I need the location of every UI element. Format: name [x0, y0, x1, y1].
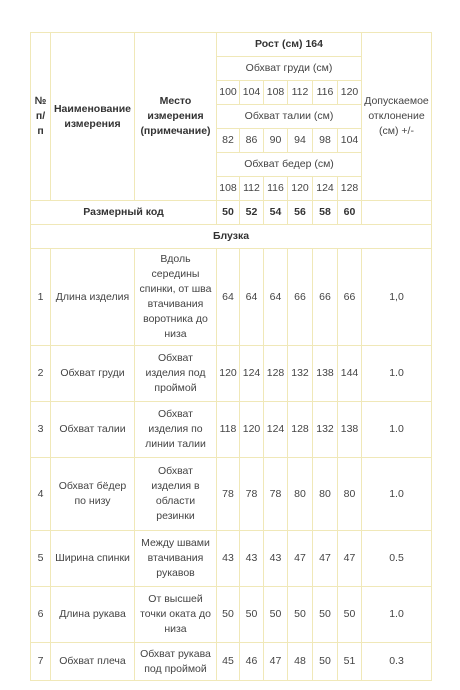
- row-place: Обхват изделия в области резинки: [135, 458, 217, 531]
- row-value: 50: [217, 587, 240, 643]
- row-value: 118: [217, 402, 240, 458]
- table-row: [31, 458, 432, 531]
- table-row: [31, 531, 432, 587]
- row-value: 128: [288, 402, 313, 458]
- row-value: 66: [313, 249, 338, 346]
- header-hips-label: Обхват бедер (см): [217, 153, 362, 177]
- row-value: 50: [313, 587, 338, 643]
- row-place: Обхват изделия под проймой: [135, 346, 217, 402]
- row-value: 80: [288, 458, 313, 531]
- waist-value: 98: [313, 129, 338, 153]
- row-num: 2: [31, 346, 51, 402]
- row-num: 6: [31, 587, 51, 643]
- row-num: 3: [31, 402, 51, 458]
- section-title: Блузка: [31, 225, 432, 249]
- table-row: [31, 643, 432, 681]
- row-value: 80: [313, 458, 338, 531]
- row-value: 124: [240, 346, 264, 402]
- header-height: Рост (см) 164: [217, 33, 362, 57]
- hips-value: 116: [264, 177, 288, 201]
- row-value: 66: [338, 249, 362, 346]
- table-row: [31, 249, 432, 346]
- row-place: Обхват рукава под проймой: [135, 643, 217, 681]
- hips-value: 112: [240, 177, 264, 201]
- row-value: 46: [240, 643, 264, 681]
- waist-value: 104: [338, 129, 362, 153]
- row-value: 47: [264, 643, 288, 681]
- size-chart-table: [30, 32, 432, 681]
- size-code-value: 54: [264, 201, 288, 225]
- table-row: [31, 346, 432, 402]
- row-value: 80: [338, 458, 362, 531]
- row-value: 47: [313, 531, 338, 587]
- row-place: Вдоль середины спинки, от шва втачивания воротника до низа: [135, 249, 217, 346]
- waist-value: 94: [288, 129, 313, 153]
- row-value: 45: [217, 643, 240, 681]
- row-num: 5: [31, 531, 51, 587]
- row-value: 144: [338, 346, 362, 402]
- row-num: 1: [31, 249, 51, 346]
- row-value: 120: [240, 402, 264, 458]
- row-name: Обхват плеча: [51, 643, 135, 681]
- row-tolerance: 1,0: [362, 249, 432, 346]
- size-code-value: 50: [217, 201, 240, 225]
- chest-value: 116: [313, 81, 338, 105]
- row-value: 50: [313, 643, 338, 681]
- hips-value: 124: [313, 177, 338, 201]
- row-name: Ширина спинки: [51, 531, 135, 587]
- row-value: 43: [217, 531, 240, 587]
- hips-value: 108: [217, 177, 240, 201]
- row-name: Обхват бёдер по низу: [51, 458, 135, 531]
- row-value: 50: [288, 587, 313, 643]
- header-place: Место измерения (примечание): [135, 33, 217, 201]
- row-place: Обхват изделия по линии талии: [135, 402, 217, 458]
- chest-value: 108: [264, 81, 288, 105]
- size-code-blank: [362, 201, 432, 225]
- row-value: 128: [264, 346, 288, 402]
- chest-value: 120: [338, 81, 362, 105]
- row-value: 78: [264, 458, 288, 531]
- row-value: 132: [288, 346, 313, 402]
- row-value: 43: [264, 531, 288, 587]
- row-value: 78: [240, 458, 264, 531]
- header-num: № п/п: [31, 33, 51, 201]
- size-code-value: 60: [338, 201, 362, 225]
- row-value: 47: [338, 531, 362, 587]
- row-value: 48: [288, 643, 313, 681]
- row-place: Между швами втачивания рукавов: [135, 531, 217, 587]
- row-value: 50: [264, 587, 288, 643]
- header-name: Наименование измерения: [51, 33, 135, 201]
- size-code-value: 52: [240, 201, 264, 225]
- size-code-label: Размерный код: [31, 201, 217, 225]
- header-waist-label: Обхват талии (см): [217, 105, 362, 129]
- row-tolerance: 1.0: [362, 458, 432, 531]
- row-value: 124: [264, 402, 288, 458]
- row-tolerance: 0.3: [362, 643, 432, 681]
- row-value: 64: [217, 249, 240, 346]
- row-value: 51: [338, 643, 362, 681]
- row-value: 64: [264, 249, 288, 346]
- row-value: 47: [288, 531, 313, 587]
- header-chest-label: Обхват груди (см): [217, 57, 362, 81]
- row-value: 50: [240, 587, 264, 643]
- row-name: Длина изделия: [51, 249, 135, 346]
- row-value: 50: [338, 587, 362, 643]
- chest-value: 100: [217, 81, 240, 105]
- row-value: 43: [240, 531, 264, 587]
- row-tolerance: 1.0: [362, 346, 432, 402]
- row-value: 138: [313, 346, 338, 402]
- chest-value: 104: [240, 81, 264, 105]
- row-tolerance: 0.5: [362, 531, 432, 587]
- row-value: 138: [338, 402, 362, 458]
- size-code-value: 56: [288, 201, 313, 225]
- hips-value: 128: [338, 177, 362, 201]
- row-name: Обхват груди: [51, 346, 135, 402]
- row-value: 78: [217, 458, 240, 531]
- row-place: От высшей точки оката до низа: [135, 587, 217, 643]
- size-code-value: 58: [313, 201, 338, 225]
- row-name: Обхват талии: [51, 402, 135, 458]
- waist-value: 90: [264, 129, 288, 153]
- row-value: 64: [240, 249, 264, 346]
- row-num: 7: [31, 643, 51, 681]
- row-name: Длина рукава: [51, 587, 135, 643]
- row-tolerance: 1.0: [362, 587, 432, 643]
- table-row: [31, 587, 432, 643]
- hips-value: 120: [288, 177, 313, 201]
- row-tolerance: 1.0: [362, 402, 432, 458]
- waist-value: 82: [217, 129, 240, 153]
- chest-value: 112: [288, 81, 313, 105]
- row-value: 120: [217, 346, 240, 402]
- header-tolerance: Допускаемое отклонение (см) +/-: [362, 33, 432, 201]
- row-value: 66: [288, 249, 313, 346]
- waist-value: 86: [240, 129, 264, 153]
- table-row: [31, 402, 432, 458]
- row-num: 4: [31, 458, 51, 531]
- row-value: 132: [313, 402, 338, 458]
